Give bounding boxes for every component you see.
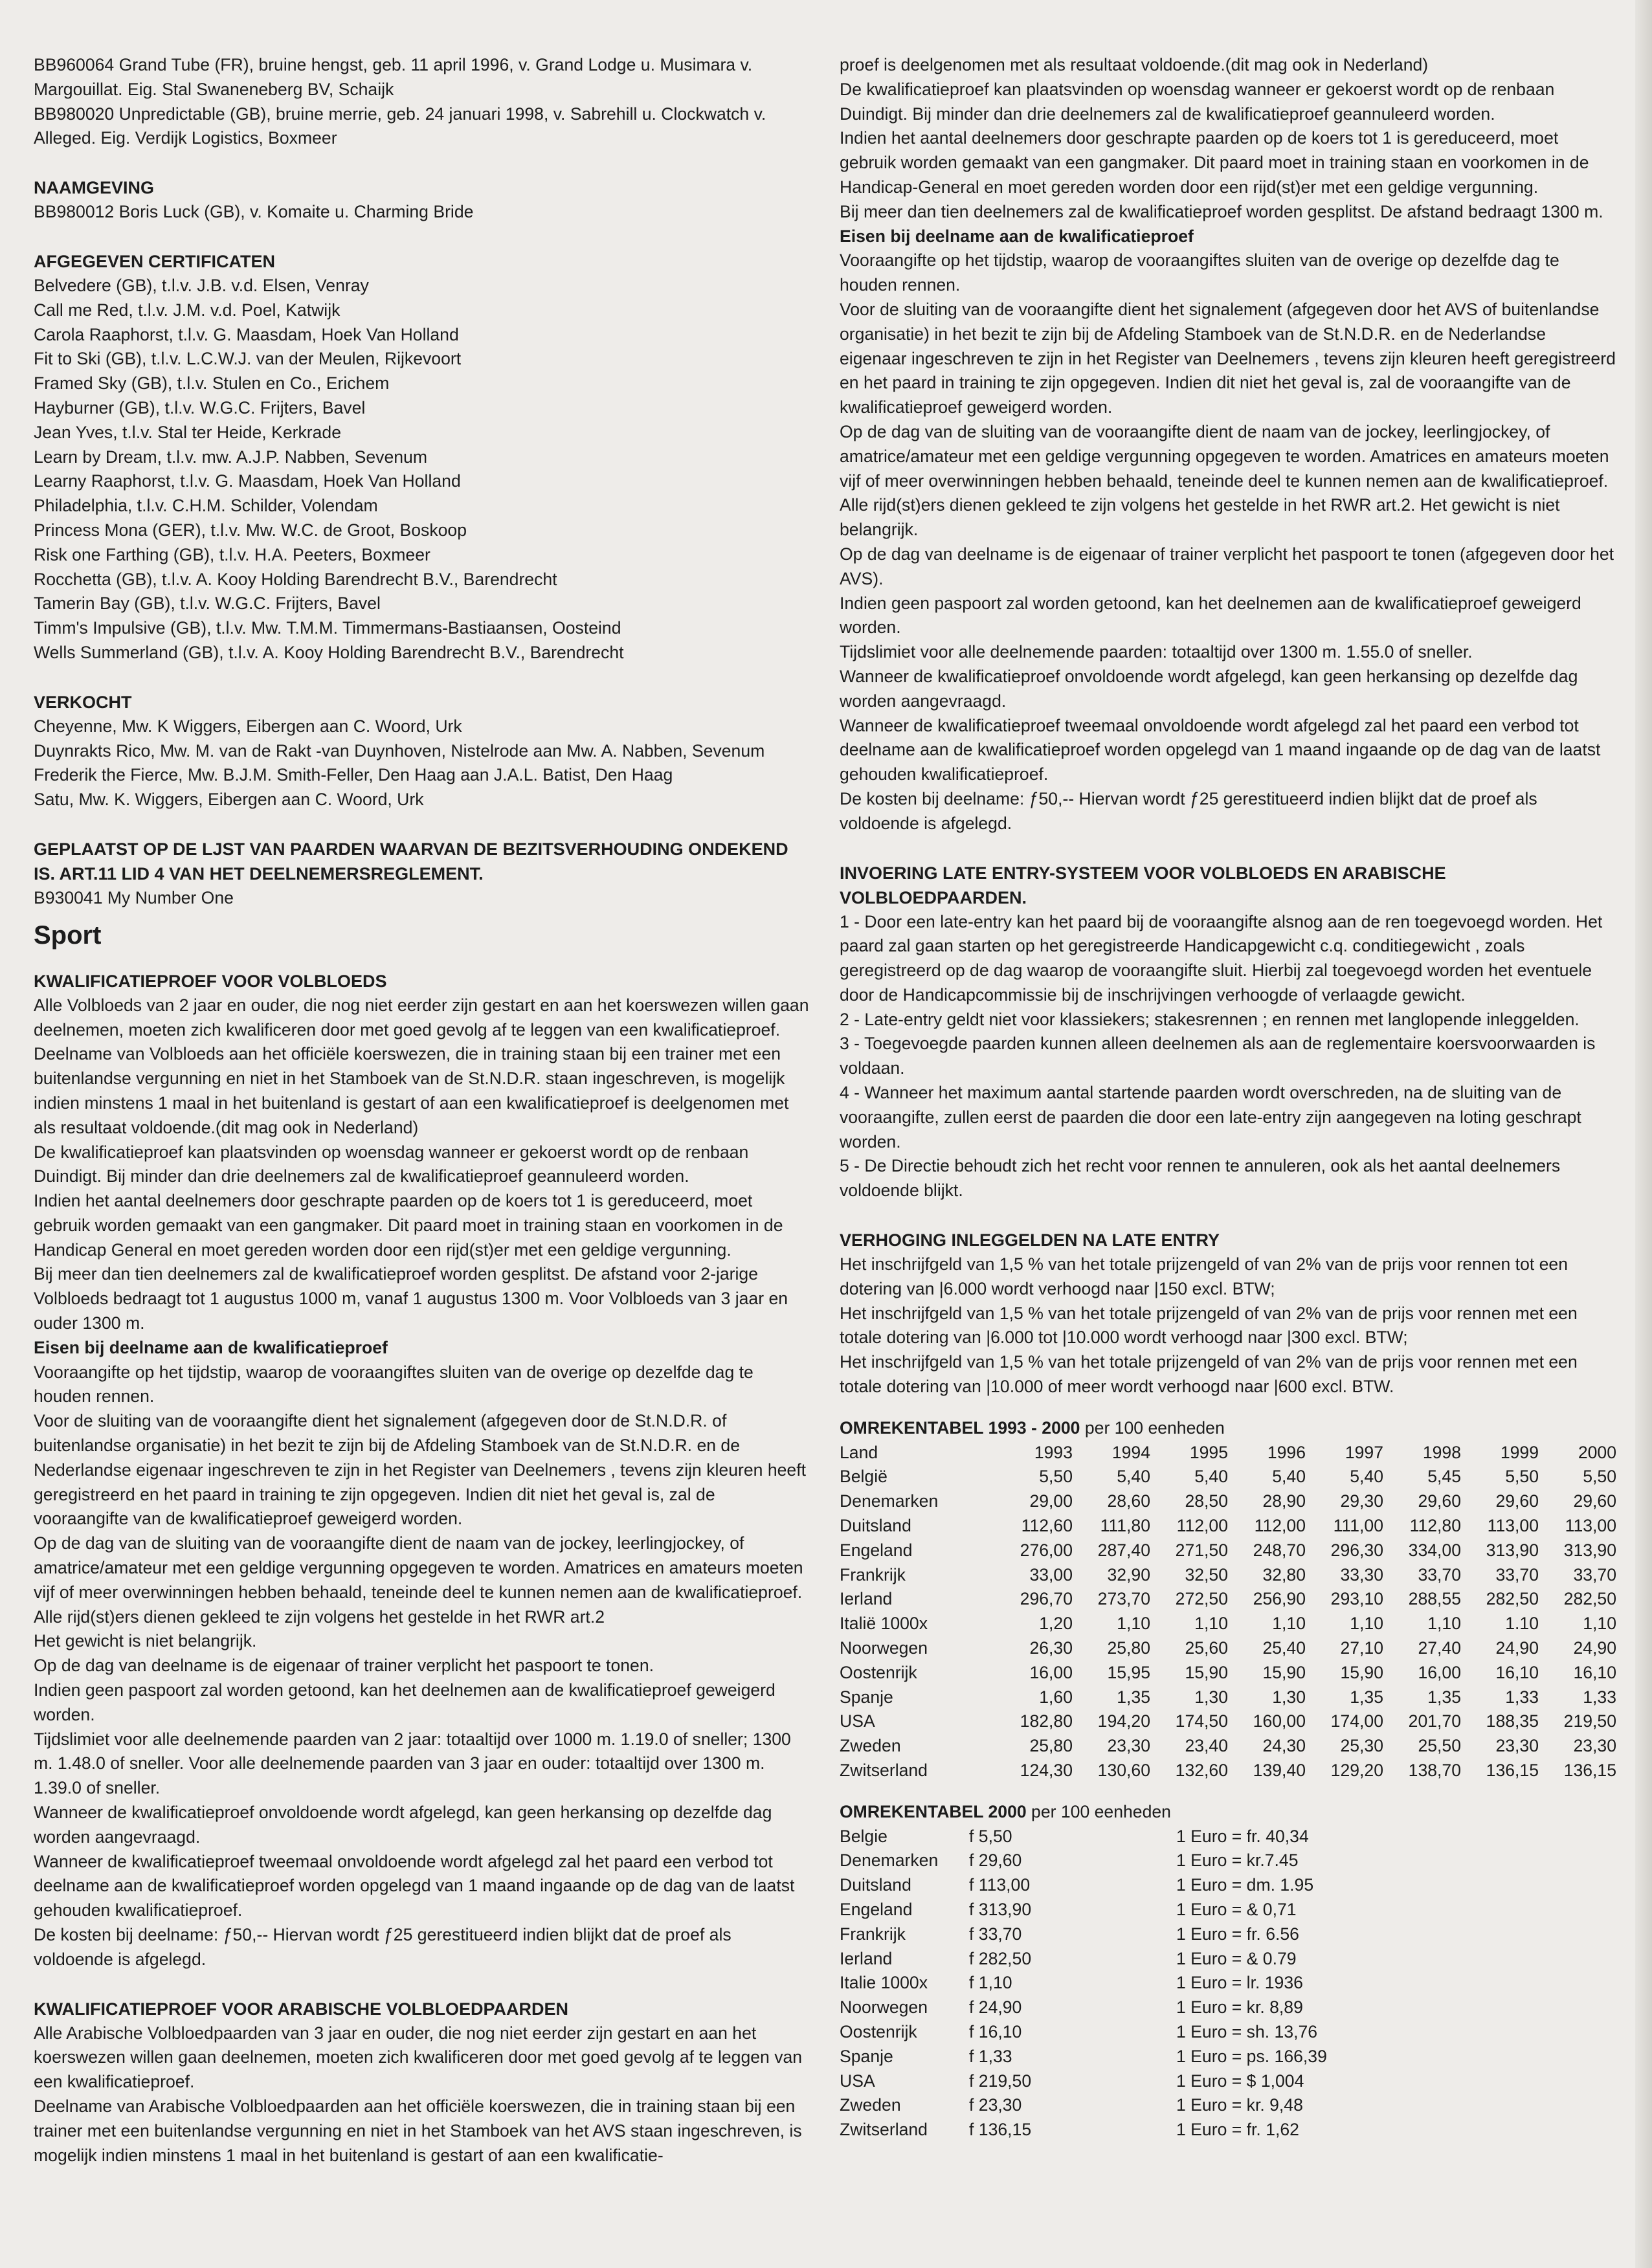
rate-cell: 194,20 [1097, 1711, 1150, 1731]
rate-cell: 29,00 [1029, 1491, 1073, 1511]
rate-cell: 23,40 [1185, 1736, 1228, 1756]
rate-cell: 201,70 [1408, 1711, 1461, 1731]
rate-cell: 1,33 [1505, 1687, 1539, 1707]
list-item: Wells Summerland (GB), t.l.v. A. Kooy Holding Barendrecht B.V., Barendrecht [34, 642, 624, 662]
paragraph: Bij meer dan tien deelnemers zal de kwalificatieproef worden gesplitst. De afstand voor 2-jarige Volbloeds bedraagt tot 1 augustus 1000 m, vanaf 1 augustus 1300 m. Voor Volbloeds van 3 jaar en ouder 1300 m. [34, 1264, 788, 1333]
country-cell: Duitsland [840, 1875, 911, 1895]
rate-cell: 5,50 [1505, 1467, 1539, 1487]
rate-cell: 112,00 [1176, 1516, 1228, 1536]
table-row [840, 1898, 1327, 1922]
list-item: Frederik the Fierce, Mw. B.J.M. Smith-Feller, Den Haag aan J.A.L. Batist, Den Haag [34, 765, 673, 785]
rate-cell: 276,00 [1020, 1540, 1073, 1560]
euro-rate-cell: 1 Euro = fr. 6.56 [1176, 1924, 1299, 1944]
rate-cell: 23,30 [1573, 1736, 1616, 1756]
late-entry-section [840, 861, 1616, 1204]
paragraph: Tijdslimiet voor alle deelnemende paarden: totaaltijd over 1300 m. 1.55.0 of sneller. [840, 642, 1473, 662]
country-cell: Denemarken [840, 1491, 939, 1511]
column-header-year: 1995 [1189, 1442, 1228, 1462]
rate-cell: 111,80 [1100, 1516, 1150, 1536]
country-cell: Oostenrijk [840, 1662, 917, 1682]
list-item: Jean Yves, t.l.v. Stal ter Heide, Kerkrade [34, 422, 341, 442]
rate-cell: 29,60 [1418, 1491, 1461, 1511]
paragraph-group [34, 1361, 810, 1972]
guilder-cell: f 282,50 [969, 1948, 1032, 1968]
page-edge-shadow [1635, 0, 1652, 2268]
country-cell: Engeland [840, 1540, 913, 1560]
euro-rate-cell: 1 Euro = dm. 1.95 [1176, 1875, 1314, 1895]
rate-cell: 1,10 [1350, 1614, 1383, 1634]
column-header-year: 1999 [1500, 1442, 1539, 1462]
paragraph: Wanneer de kwalificatieproef tweemaal onvoldoende wordt afgelegd zal het paard een verbod tot deelname aan de kwalificatieproef worden opgelegd van 1 maand ingaande op de dag van de laatst gehouden kwalificatieproef. [840, 715, 1601, 784]
table-row [840, 1636, 1616, 1661]
rate-cell: 248,70 [1253, 1540, 1306, 1560]
paragraph: Op de dag van deelname is de eigenaar of trainer verplicht het paspoort te tonen (afgegeven door het AVS). [840, 544, 1614, 588]
table-row [840, 1661, 1616, 1685]
paragraph: De kosten bij deelname: ƒ50,-- Hiervan wordt ƒ25 gerestitueerd indien blijkt dat de proef als voldoende is afgelegd. [840, 788, 1537, 833]
column-header-year: 1993 [1034, 1442, 1073, 1462]
rate-cell: 15,90 [1340, 1662, 1383, 1682]
table-row [840, 1539, 1616, 1563]
intro-entry: BB960064 Grand Tube (FR), bruine hengst, geb. 11 april 1996, v. Grand Lodge u. Musimara v. Margouillat. Eig. Stal Swaneneberg BV, Schaijk [34, 55, 753, 99]
rate-cell: 1,35 [1117, 1687, 1150, 1707]
rate-cell: 29,60 [1495, 1491, 1539, 1511]
country-cell: Zweden [840, 2095, 901, 2115]
rate-cell: 25,60 [1185, 1638, 1228, 1658]
guilder-cell: f 24,90 [969, 1997, 1022, 2018]
paragraph: Het inschrijfgeld van 1,5 % van het totale prijzengeld of van 2% van de prijs voor rennen met een totale dotering van |6.000 tot |10.000 wordt verhoogd naar |300 excl. BTW; [840, 1303, 1578, 1348]
rate-cell: 182,80 [1020, 1711, 1073, 1731]
rate-cell: 16,00 [1418, 1662, 1461, 1682]
rate-cell: 33,70 [1495, 1564, 1539, 1584]
euro-rate-cell: 1 Euro = & 0,71 [1176, 1899, 1297, 1919]
paragraph: proef is deelgenomen met als resultaat voldoende.(dit mag ook in Nederland) [840, 55, 1429, 74]
paragraph: Vooraangifte op het tijdstip, waarop de vooraangiftes sluiten van de overige op dezelfde dag te houden rennen. [34, 1362, 753, 1406]
table-row [840, 1971, 1327, 1996]
rate-cell: 5,40 [1194, 1467, 1228, 1487]
rate-cell: 28,50 [1185, 1491, 1228, 1511]
rate-cell: 15,95 [1107, 1662, 1150, 1682]
column-header-year: 2000 [1578, 1442, 1616, 1462]
rate-cell: 160,00 [1253, 1711, 1306, 1731]
rate-cell: 25,50 [1418, 1736, 1461, 1756]
table-row [840, 1759, 1616, 1783]
rate-cell: 5,40 [1350, 1467, 1383, 1487]
guilder-cell: f 1,33 [969, 2046, 1012, 2066]
list-item: Philadelphia, t.l.v. C.H.M. Schilder, Volendam [34, 496, 378, 516]
rate-cell: 5,40 [1117, 1467, 1150, 1487]
kwal-volbloeds-section [34, 969, 810, 1972]
rate-cell: 272,50 [1175, 1589, 1228, 1609]
rate-cell: 29,60 [1573, 1491, 1616, 1511]
rate-cell: 23,30 [1107, 1736, 1150, 1756]
certificate-list [34, 274, 810, 665]
rate-cell: 1.10 [1505, 1614, 1539, 1634]
country-cell: Frankrijk [840, 1564, 906, 1584]
euro-rate-cell: 1 Euro = sh. 13,76 [1176, 2021, 1318, 2041]
guilder-cell: f 23,30 [969, 2095, 1022, 2115]
paragraph: Vooraangifte op het tijdstip, waarop de vooraangiftes sluiten van de overige op dezelfde dag te houden rennen. [840, 250, 1559, 295]
rate-cell: 1,35 [1350, 1687, 1383, 1707]
euro-rate-cell: 1 Euro = & 0.79 [1176, 1948, 1297, 1968]
country-cell: Noorwegen [840, 1638, 928, 1658]
paragraph: Deelname van Volbloeds aan het officiële koerswezen, die in training staan bij een trainer met een buitenlandse vergunning en niet in het Stamboek van de St.N.D.R. staan ingeschreven, is mogelijk indien minstens 1 maal in het buitenland is gestart of aan een kwalificatieproef is deelgenomen met als resultaat voldoende.(dit mag ook in Nederland) [34, 1044, 789, 1137]
country-cell: USA [840, 2071, 875, 2091]
guilder-cell: f 16,10 [969, 2021, 1022, 2041]
column-header-year: 1994 [1111, 1442, 1150, 1462]
verkocht-section [34, 690, 810, 812]
table-title-bold: OMREKENTABEL 2000 [840, 1801, 1027, 1821]
country-cell: België [840, 1467, 887, 1487]
rate-cell: 16,10 [1573, 1662, 1616, 1682]
rate-cell: 27,40 [1418, 1638, 1461, 1658]
sold-list [34, 715, 810, 812]
rate-cell: 25,40 [1262, 1638, 1306, 1658]
rate-cell: 24,30 [1262, 1736, 1306, 1756]
table-title [840, 1416, 1616, 1441]
table-row [840, 2118, 1327, 2142]
country-cell: USA [840, 1711, 875, 1731]
list-item: Risk one Farthing (GB), t.l.v. H.A. Peeters, Boxmeer [34, 544, 430, 564]
paragraph: Voor de sluiting van de vooraangifte dient het signalement (afgegeven door de St.N.D.R. of buitenlandse organisatie) in het bezit te zijn bij de Afdeling Stamboek van de St.N.D.R. en de Nederlandse eigenaar ingeschreven te zijn in het Register van Deelnemers , tevens zijn kleuren heeft geregistreerd en het paard in training te zijn opgegeven. Indien dit niet het geval is, zal de vooraangifte van de kwalificatieproef geweigerd worden. [34, 1411, 806, 1529]
table-row [840, 2045, 1327, 2069]
intro-entries [34, 53, 810, 151]
section-heading: KWALIFICATIEPROEF VOOR VOLBLOEDS [34, 971, 387, 991]
rate-cell: 33,30 [1340, 1564, 1383, 1584]
table-title [840, 1800, 1616, 1825]
country-cell: Belgie [840, 1826, 887, 1846]
euro-rate-cell: 1 Euro = $ 1,004 [1176, 2071, 1304, 2091]
paragraph: Voor de sluiting van de vooraangifte dient het signalement (afgegeven door het AVS of buitenlandse organisatie) in het bezit te zijn bij de Afdeling Stamboek van de St.N.D.R. en de Nederlandse eigenaar ingeschreven te zijn in het Register van Deelnemers , tevens zijn kleuren heeft geregistreerd en het paard in training te zijn opgegeven. Indien dit niet het geval is, zal de vooraangifte van de kwalificatieproef geweigerd worden. [840, 299, 1616, 417]
rate-cell: 32,50 [1185, 1564, 1228, 1584]
rate-cell: 1,10 [1272, 1614, 1306, 1634]
table-title-bold: OMREKENTABEL 1993 - 2000 [840, 1418, 1080, 1438]
paragraph: 2 - Late-entry geldt niet voor klassiekers; stakesrennen ; en rennen met langlopende inleggelden. [840, 1009, 1579, 1029]
table-title-rest: per 100 eenheden [1080, 1418, 1225, 1438]
column-header-year: 1996 [1267, 1442, 1306, 1462]
country-cell: Duitsland [840, 1516, 911, 1536]
left-column [34, 53, 810, 2168]
rate-cell: 130,60 [1097, 1761, 1150, 1780]
paragraph: Het inschrijfgeld van 1,5 % van het totale prijzengeld of van 2% van de prijs voor rennen tot een dotering van |6.000 wordt verhoogd naar |150 excl. BTW; [840, 1254, 1568, 1298]
paragraph: Indien geen paspoort zal worden getoond, kan het deelnemen aan de kwalificatieproef geweigerd worden. [34, 1680, 776, 1724]
right-column [840, 53, 1616, 2142]
rate-cell: 26,30 [1029, 1638, 1073, 1658]
rate-cell: 16,00 [1029, 1662, 1073, 1682]
rate-cell: 16,10 [1495, 1662, 1539, 1682]
table-row [840, 1873, 1327, 1898]
rate-cell: 219,50 [1563, 1711, 1616, 1731]
country-cell: Frankrijk [840, 1924, 906, 1944]
guilder-cell: f 29,60 [969, 1851, 1022, 1871]
table-header-row [840, 1441, 1616, 1465]
rate-cell: 271,50 [1175, 1540, 1228, 1560]
rate-cell: 273,70 [1097, 1589, 1150, 1609]
rate-cell: 287,40 [1097, 1540, 1150, 1560]
country-cell: Zwitserland [840, 2120, 928, 2140]
paragraph: Wanneer de kwalificatieproef tweemaal onvoldoende wordt afgelegd zal het paard een verbod tot deelname aan de kwalificatieproef worden opgelegd van 1 maand ingaande op de dag van de laatst gehouden kwalificatieproef. [34, 1851, 795, 1920]
kwal-arabische-section [34, 1997, 810, 2168]
rate-cell: 1,33 [1583, 1687, 1616, 1707]
euro-rate-cell: 1 Euro = kr.7.45 [1176, 1851, 1299, 1871]
rate-cell: 32,90 [1107, 1564, 1150, 1584]
table-row [840, 1685, 1616, 1710]
list-item: Timm's Impulsive (GB), t.l.v. Mw. T.M.M. Timmermans-Bastiaansen, Oosteind [34, 618, 621, 638]
rate-cell: 188,35 [1486, 1711, 1539, 1731]
sub-heading: Eisen bij deelname aan de kwalificatieproef [34, 1337, 388, 1357]
table-row [840, 1489, 1616, 1514]
guilder-cell: f 33,70 [969, 1924, 1022, 1944]
table-row [840, 1709, 1616, 1734]
rate-cell: 174,00 [1330, 1711, 1383, 1731]
table-row [840, 1825, 1327, 1849]
rate-cell: 282,50 [1486, 1589, 1539, 1609]
paragraph-group [840, 249, 1616, 836]
rate-cell: 113,00 [1565, 1516, 1616, 1536]
paragraph: 1 - Door een late-entry kan het paard bij de vooraangifte alsnog aan de ren toegevoegd worden. Het paard zal gaan starten op het geregistreerde Handicapgewicht c.q. conditiegewicht , zoals geregistreerd op de dag waarop de vooraangifte sluit. Hierbij zal toegevoegd worden het eventuele door de Handicapcommissie bij de inschrijvingen verhoogde of verlaagde gewicht. [840, 911, 1603, 1005]
list-item: Call me Red, t.l.v. J.M. v.d. Poel, Katwijk [34, 300, 340, 320]
rate-cell: 174,50 [1175, 1711, 1228, 1731]
geplaatst-section [34, 837, 810, 911]
euro-rate-cell: 1 Euro = fr. 40,34 [1176, 1826, 1309, 1846]
section-heading: VERHOGING INLEGGELDEN NA LATE ENTRY [840, 1230, 1220, 1251]
table-row [840, 2020, 1327, 2045]
certificaten-section [34, 249, 810, 665]
rate-cell: 293,10 [1330, 1589, 1383, 1609]
rate-cell: 29,30 [1340, 1491, 1383, 1511]
rate-cell: 1,10 [1117, 1614, 1150, 1634]
column-header-year: 1998 [1422, 1442, 1461, 1462]
paragraph: Indien het aantal deelnemers door geschrapte paarden op de koers tot 1 is gereduceerd, moet gebruik worden gemaakt van een gangmaker. Dit paard moet in training staan en voorkomen in de Handicap-General en moet gereden worden door een rijd(st)er met een geldige vergunning. [840, 128, 1589, 197]
table-row [840, 1849, 1327, 1873]
euro-rate-cell: 1 Euro = kr. 8,89 [1176, 1997, 1303, 2018]
rate-cell: 124,30 [1020, 1761, 1073, 1780]
rate-cell: 113,00 [1487, 1516, 1539, 1536]
table-row [840, 1587, 1616, 1612]
rate-cell: 282,50 [1563, 1589, 1616, 1609]
paragraph: Indien geen paspoort zal worden getoond, kan het deelnemen aan de kwalificatieproef geweigerd worden. [840, 593, 1581, 638]
list-item: Belvedere (GB), t.l.v. J.B. v.d. Elsen, Venray [34, 275, 369, 295]
rate-cell: 138,70 [1408, 1761, 1461, 1780]
country-cell: Zwitserland [840, 1761, 928, 1780]
omrekentabel-2000 [840, 1800, 1616, 2142]
list-item: Rocchetta (GB), t.l.v. A. Kooy Holding Barendrecht B.V., Barendrecht [34, 569, 557, 589]
rate-cell: 25,30 [1340, 1736, 1383, 1756]
table-row [840, 2069, 1327, 2094]
paragraph: Wanneer de kwalificatieproef onvoldoende wordt afgelegd, kan geen herkansing op dezelfde dag worden aangevraagd. [34, 1803, 772, 1847]
paragraph-group [840, 910, 1616, 1204]
rate-cell: 1,10 [1583, 1614, 1616, 1634]
paragraph: Alle rijd(st)ers dienen gekleed te zijn volgens het gestelde in het RWR art.2. Het gewicht is niet belangrijk. [840, 495, 1560, 540]
guilder-cell: f 136,15 [969, 2120, 1032, 2140]
column-header-year: 1997 [1345, 1442, 1383, 1462]
paragraph: De kosten bij deelname: ƒ50,-- Hiervan wordt ƒ25 gerestitueerd indien blijkt dat de proef als voldoende is afgelegd. [34, 1925, 731, 1969]
list-item: Hayburner (GB), t.l.v. W.G.C. Frijters, Bavel [34, 397, 366, 417]
list-item: Satu, Mw. K. Wiggers, Eibergen aan C. Woord, Urk [34, 790, 424, 810]
list-item: Fit to Ski (GB), t.l.v. L.C.W.J. van der Meulen, Rijkevoort [34, 349, 462, 369]
paragraph-group [840, 1252, 1616, 1399]
rate-cell: 136,15 [1486, 1761, 1539, 1780]
section-heading: NAAMGEVING [34, 178, 155, 198]
rate-cell: 136,15 [1563, 1761, 1616, 1780]
rate-cell: 5,50 [1583, 1467, 1616, 1487]
rate-cell: 112,80 [1409, 1516, 1461, 1536]
rate-cell: 1,10 [1194, 1614, 1228, 1634]
rate-cell: 1,35 [1427, 1687, 1461, 1707]
rate-cell: 132,60 [1175, 1761, 1228, 1780]
section-heading: GEPLAATST OP DE LJST VAN PAARDEN WAARVAN DE BEZITSVERHOUDING ONDEKEND IS. ART.11 LID 4 VAN HET DEELNEMERSREGLEMENT. [34, 839, 788, 884]
table-row [840, 2093, 1327, 2118]
paragraph: Het gewicht is niet belangrijk. [34, 1631, 257, 1651]
list-item: BB980012 Boris Luck (GB), v. Komaite u. Charming Bride [34, 202, 474, 222]
rate-cell: 313,90 [1563, 1540, 1616, 1560]
rate-cell: 112,00 [1254, 1516, 1306, 1536]
guilder-cell: f 5,50 [969, 1826, 1012, 1846]
paragraph: Op de dag van de sluiting van de vooraangifte dient de naam van de jockey, leerlingjockey, of amatrice/amateur met een geldige vergunning opgegeven te worden. Amatrices en amateurs moeten vijf of meer overwinningen hebben behaald, teneinde deel te kunnen nemen aan de kwalificatieproef. [840, 421, 1609, 491]
verhoging-section [840, 1228, 1616, 1399]
paragraph-group [34, 994, 810, 1336]
rate-cell: 256,90 [1253, 1589, 1306, 1609]
section-heading: VERKOCHT [34, 692, 132, 712]
rate-cell: 139,40 [1253, 1761, 1306, 1780]
table-row [840, 1514, 1616, 1539]
list-item: Carola Raaphorst, t.l.v. G. Maasdam, Hoek Van Holland [34, 324, 459, 344]
list-item: Duynrakts Rico, Mw. M. van de Rakt -van Duynhoven, Nistelrode aan Mw. A. Nabben, Sevenum [34, 740, 765, 761]
country-cell: Spanje [840, 2046, 893, 2066]
country-cell: Spanje [840, 1687, 893, 1707]
rate-cell: 25,80 [1029, 1736, 1073, 1756]
rate-cell: 33,70 [1573, 1564, 1616, 1584]
omrekentabel-1993-2000 [840, 1416, 1616, 1783]
paragraph: Het inschrijfgeld van 1,5 % van het totale prijzengeld of van 2% van de prijs voor rennen met een totale dotering van |10.000 of meer wordt verhoogd naar |600 excl. BTW. [840, 1352, 1578, 1397]
rate-cell: 1,30 [1194, 1687, 1228, 1707]
rate-cell: 28,60 [1107, 1491, 1150, 1511]
rate-cell: 15,90 [1262, 1662, 1306, 1682]
paragraph: Indien het aantal deelnemers door geschrapte paarden op de koers tot 1 is gereduceerd, moet gebruik worden gemaakt van een gangmaker. Dit paard moet in training staan en voorkomen in de Handicap General en moet gereden worden door een rijd(st)er met een geldige vergunning. [34, 1191, 783, 1260]
rate-cell: 111,00 [1333, 1516, 1383, 1536]
rate-cell: 1,30 [1272, 1687, 1306, 1707]
naamgeving-section [34, 175, 810, 225]
table-row [840, 1465, 1616, 1489]
paragraph: Wanneer de kwalificatieproef onvoldoende wordt afgelegd, kan geen herkansing op dezelfde dag worden aangevraagd. [840, 666, 1578, 711]
rate-cell: 334,00 [1408, 1540, 1461, 1560]
rate-cell: 1,10 [1427, 1614, 1461, 1634]
country-cell: Zweden [840, 1736, 901, 1756]
paragraph-group [840, 53, 1616, 225]
rate-cell: 15,90 [1185, 1662, 1228, 1682]
rate-cell: 5,40 [1272, 1467, 1306, 1487]
rate-cell: 24,90 [1495, 1638, 1539, 1658]
country-cell: Italie 1000x [840, 1973, 928, 1993]
rate-cell: 296,30 [1330, 1540, 1383, 1560]
section-heading: KWALIFICATIEPROEF VOOR ARABISCHE VOLBLOEDPAARDEN [34, 1999, 569, 2019]
rate-cell: 27,10 [1340, 1638, 1383, 1658]
rate-cell: 25,80 [1107, 1638, 1150, 1658]
euro-rate-cell: 1 Euro = fr. 1,62 [1176, 2120, 1299, 2140]
table-row [840, 1612, 1616, 1636]
paragraph: Alle rijd(st)ers dienen gekleed te zijn volgens het gestelde in het RWR art.2 [34, 1606, 605, 1627]
paragraph: Alle Arabische Volbloedpaarden van 3 jaar en ouder, die nog niet eerder zijn gestart en aan het koerswezen willen gaan deelnemen, moeten zich kwalificeren door met goed gevolg af te leggen van een kwalificatieproef. [34, 2023, 803, 2092]
paragraph: 4 - Wanneer het maximum aantal startende paarden wordt overschreden, na de sluiting van de vooraangifte, zullen eerst de paarden die door een late-entry zijn aangegeven na loting geschrapt worden. [840, 1083, 1581, 1151]
rate-cell: 28,90 [1262, 1491, 1306, 1511]
list-item: B930041 My Number One [34, 887, 234, 907]
list-item: Framed Sky (GB), t.l.v. Stulen en Co., Erichem [34, 373, 390, 394]
rate-cell: 112,60 [1021, 1516, 1073, 1536]
guilder-cell: f 113,00 [969, 1875, 1031, 1895]
table-title-rest: per 100 eenheden [1026, 1801, 1171, 1821]
country-cell: Denemarken [840, 1851, 939, 1871]
rate-cell: 296,70 [1020, 1589, 1073, 1609]
euro-rate-cell: 1 Euro = ps. 166,39 [1176, 2046, 1327, 2066]
rate-cell: 1,20 [1039, 1614, 1073, 1634]
paragraph: Alle Volbloeds van 2 jaar en ouder, die nog niet eerder zijn gestart en aan het koerswezen willen gaan deelnemen, moeten zich kwalificeren door met goed gevolg af te leggen van een kwalificatieproef. [34, 995, 809, 1040]
table-row [840, 1947, 1327, 1972]
guilder-cell: f 219,50 [969, 2071, 1032, 2091]
rate-cell: 1,60 [1039, 1687, 1073, 1707]
conversion-table [840, 1441, 1616, 1783]
paragraph: Bij meer dan tien deelnemers zal de kwalificatieproef worden gesplitst. De afstand bedraagt 1300 m. [840, 201, 1603, 221]
rate-cell: 33,70 [1418, 1564, 1461, 1584]
sport-title: Sport [34, 920, 102, 950]
paragraph: 5 - De Directie behoudt zich het recht voor rennen te annuleren, ook als het aantal deelnemers voldoende blijkt. [840, 1156, 1561, 1201]
rate-cell: 32,80 [1262, 1564, 1306, 1584]
table-row [840, 1734, 1616, 1759]
paragraph: Op de dag van de sluiting van de vooraangifte dient de naam van de jockey, leerlingjockey, of amatrice/amateur met een geldige vergunning opgegeven te worden. Amatrices en amateurs moeten vijf of meer overwinningen hebben behaald, teneinde deel te kunnen nemen aan de kwalificatieproef. [34, 1533, 803, 1602]
section-heading: AFGEGEVEN CERTIFICATEN [34, 251, 276, 271]
table-row [840, 1563, 1616, 1588]
country-cell: Engeland [840, 1899, 913, 1919]
country-cell: Noorwegen [840, 1997, 928, 2018]
paragraph: Op de dag van deelname is de eigenaar of trainer verplicht het paspoort te tonen. [34, 1656, 654, 1676]
rate-cell: 129,20 [1330, 1761, 1383, 1780]
euro-conversion-table [840, 1825, 1327, 2142]
rate-cell: 5,45 [1427, 1467, 1461, 1487]
country-cell: Ierland [840, 1948, 893, 1968]
list-item: Cheyenne, Mw. K Wiggers, Eibergen aan C. Woord, Urk [34, 716, 462, 736]
rate-cell: 5,50 [1039, 1467, 1073, 1487]
rate-cell: 33,00 [1029, 1564, 1073, 1584]
country-cell: Ierland [840, 1589, 893, 1609]
rate-cell: 288,55 [1408, 1589, 1461, 1609]
column-header-land: Land [840, 1442, 878, 1462]
rate-cell: 24,90 [1573, 1638, 1616, 1658]
section-heading: INVOERING LATE ENTRY-SYSTEEM VOOR VOLBLOEDS EN ARABISCHE VOLBLOEDPAARDEN. [840, 863, 1446, 907]
intro-entry: BB980020 Unpredictable (GB), bruine merrie, geb. 24 januari 1998, v. Sabrehill u. Clockwatch v. Alleged. Eig. Verdijk Logistics, Boxmeer [34, 104, 766, 148]
sub-heading: Eisen bij deelname aan de kwalificatieproef [840, 226, 1194, 246]
list-item: Learny Raaphorst, t.l.v. G. Maasdam, Hoek Van Holland [34, 471, 461, 491]
country-cell: Oostenrijk [840, 2021, 917, 2041]
table-row [840, 1996, 1327, 2020]
list-item: Learn by Dream, t.l.v. mw. A.J.P. Nabben, Sevenum [34, 447, 428, 467]
country-cell: Italië 1000x [840, 1614, 928, 1634]
rate-cell: 23,30 [1495, 1736, 1539, 1756]
paragraph: 3 - Toegevoegde paarden kunnen alleen deelnemen als aan de reglementaire koersvoorwaarden is voldaan. [840, 1034, 1596, 1078]
paragraph: Deelname van Arabische Volbloedpaarden aan het officiële koerswezen, die in training staan bij een trainer met een buitenlandse vergunning en niet in het Stamboek van het AVS staan ingeschreven, is mogelijk indien minstens 1 maal in het buitenland is gestart of aan een kwalificatie- [34, 2096, 802, 2165]
euro-rate-cell: 1 Euro = kr. 9,48 [1176, 2095, 1303, 2115]
paragraph-group [34, 2021, 810, 2168]
paragraph: De kwalificatieproef kan plaatsvinden op woensdag wanneer er gekoerst wordt op de renbaan Duindigt. Bij minder dan drie deelnemers zal de kwalificatieproef geannuleerd worden. [840, 79, 1555, 124]
rate-cell: 313,90 [1486, 1540, 1539, 1560]
guilder-cell: f 1,10 [969, 1973, 1012, 1993]
list-item: Tamerin Bay (GB), t.l.v. W.G.C. Frijters, Bavel [34, 594, 381, 614]
guilder-cell: f 313,90 [969, 1899, 1032, 1919]
paragraph: Tijdslimiet voor alle deelnemende paarden van 2 jaar: totaaltijd over 1000 m. 1.19.0 of sneller; 1300 m. 1.48.0 of sneller. Voor alle deelnemende paarden van 3 jaar en ouder: totaaltijd over 1300 m. 1.39.0 of sneller. [34, 1729, 791, 1798]
table-row [840, 1922, 1327, 1947]
euro-rate-cell: 1 Euro = lr. 1936 [1176, 1973, 1303, 1993]
paragraph: De kwalificatieproef kan plaatsvinden op woensdag wanneer er gekoerst wordt op de renbaan Duindigt. Bij minder dan drie deelnemers zal de kwalificatieproef geannuleerd worden. [34, 1142, 749, 1186]
list-item: Princess Mona (GER), t.l.v. Mw. W.C. de Groot, Boskoop [34, 520, 467, 540]
